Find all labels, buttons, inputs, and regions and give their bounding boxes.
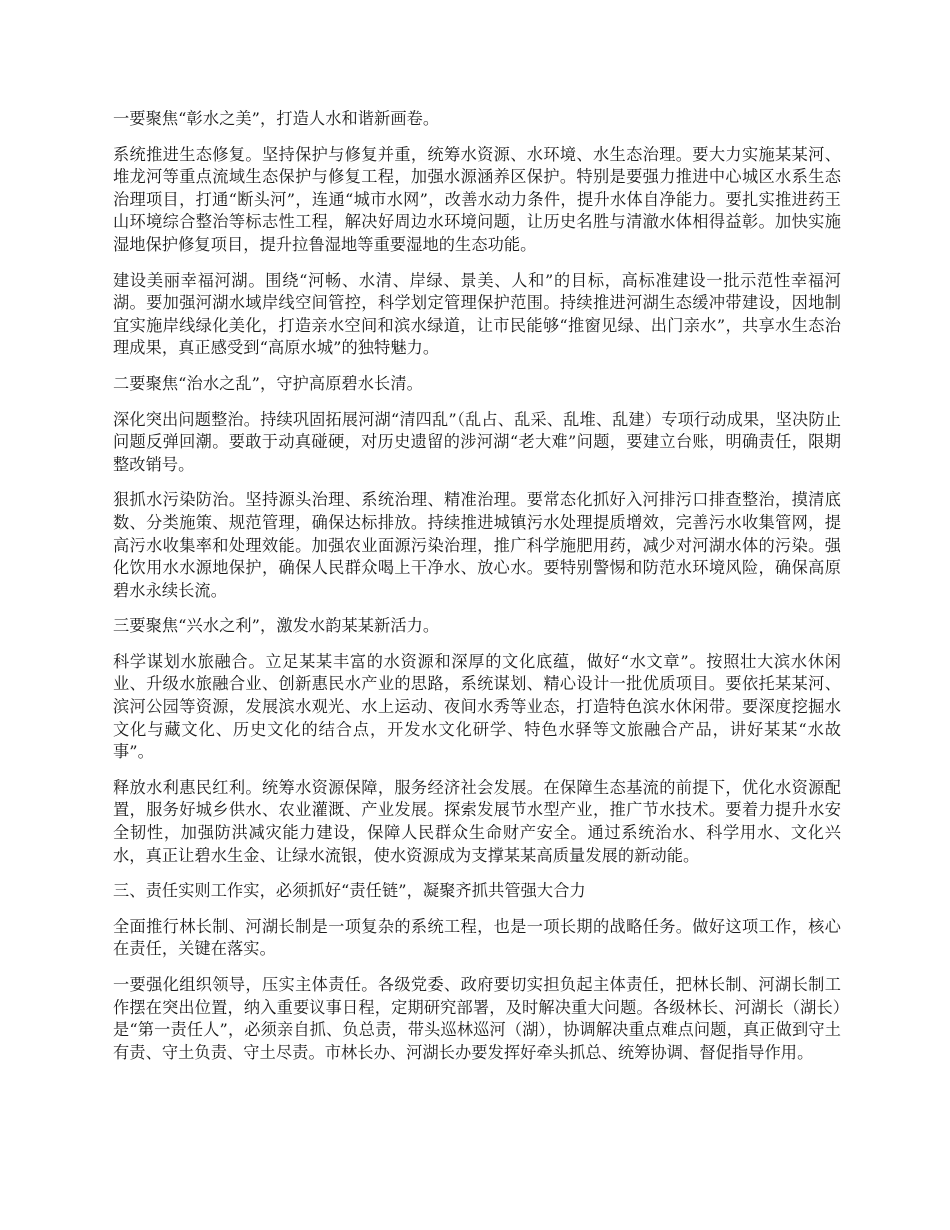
paragraph-system-engineering: 全面推行林长制、河湖长制是一项复杂的系统工程，也是一项长期的战略任务。做好这项工作，核心在责任，关键在落实。 [113, 916, 841, 959]
document-body [113, 108, 841, 1077]
paragraph-problem-rectification: 深化突出问题整治。持续巩固拓展河湖“清四乱”（乱占、乱采、乱堆、乱建）专项行动成果，坚决防止问题反弹回潮。要敢于动真碰硬，对历史遗留的涉河湖“老大难”问题，要建立台账，明确责任，限期整改销号。 [113, 409, 841, 474]
paragraph-happy-rivers: 建设美丽幸福河湖。围绕“河畅、水清、岸绿、景美、人和”的目标，高标准建设一批示范性幸福河湖。要加强河湖水域岸线空间管控，科学划定管理保护范围。持续推进河湖生态缓冲带建设，因地制宜实施岸线绿化美化，打造亲水空间和滨水绿道，让市民能够“推窗见绿、出门亲水”，共享水生态治理成果，真正感受到“高原水城”的独特魅力。 [113, 270, 841, 358]
section-heading-beauty: 一要聚焦“彰水之美”，打造人水和谐新画卷。 [113, 109, 440, 128]
paragraph-water-dividends: 释放水利惠民红利。统筹水资源保障，服务经济社会发展。在保障生态基流的前提下，优化水资源配置，服务好城乡供水、农业灌溉、产业发展。探索发展节水型产业，推广节水技术。要着力提升水安全韧性，加强防洪减灾能力建设，保障人民群众生命财产安全。通过系统治水、科学用水、文化兴水，真正让碧水生金、让绿水流银，使水资源成为支撑某某高质量发展的新动能。 [113, 777, 841, 865]
paragraph-water-tourism: 科学谋划水旅融合。立足某某丰富的水资源和深厚的文化底蕴，做好“水文章”。按照壮大滨水休闲业、升级水旅融合业、创新惠民水产业的思路，系统谋划、精心设计一批优质项目。要依托某某河、滨河公园等资源，发展滨水观光、水上运动、夜间水秀等业态，打造特色滨水休闲带。要深度挖掘水文化与藏文化、历史文化的结合点，开发水文化研学、特色水驿等文旅融合产品，讲好某某“水故事”。 [113, 651, 841, 762]
paragraph-organization-leadership: 一要强化组织领导，压实主体责任。各级党委、政府要切实担负起主体责任，把林长制、河湖长制工作摆在突出位置，纳入重要议事日程，定期研究部署，及时解决重大问题。各级林长、河湖长（湖长）是“第一责任人”，必须亲自抓、负总责，带头巡林巡河（湖），协调解决重点难点问题，真正做到守土有责、守土负责、守土尽责。市林长办、河湖长办要发挥好牵头抓总、统筹协调、督促指导作用。 [113, 975, 841, 1062]
section-heading-responsibility: 三、责任实则工作实，必须抓好“责任链”，凝聚齐抓共管强大合力 [113, 881, 586, 901]
section-heading-chaos: 二要聚焦“治水之乱”，守护高原碧水长清。 [113, 373, 423, 393]
section-heading-benefit: 三要聚焦“兴水之利”，激发水韵某某新活力。 [113, 616, 440, 636]
paragraph-pollution-control: 狠抓水污染防治。坚持源头治理、系统治理、精准治理。要常态化抓好入河排污口排查整治，摸清底数、分类施策、规范管理，确保达标排放。持续推进城镇污水处理提质增效，完善污水收集管网，提高污水收集率和处理效能。加强农业面源污染治理，推广科学施肥用药，减少对河湖水体的污染。强化饮用水水源地保护，确保人民群众喝上干净水、放心水。要特别警惕和防范水环境风险，确保高原碧水永续长流。 [113, 490, 841, 600]
paragraph-ecological-restoration: 系统推进生态修复。坚持保护与修复并重，统筹水资源、水环境、水生态治理。要大力实施某某河、堆龙河等重点流域生态保护与修复工程，加强水源涵养区保护。特别是要强力推进中心城区水系生态治理项目，打通“断头河”，连通“城市水网”，改善水动力条件，提升水体自净能力。要扎实推进药王山环境综合整治等标志性工程，解决好周边水环境问题，让历史名胜与清澈水体相得益彰。加快实施湿地保护修复项目，提升拉鲁湿地等重要湿地的生态功能。 [113, 144, 841, 254]
